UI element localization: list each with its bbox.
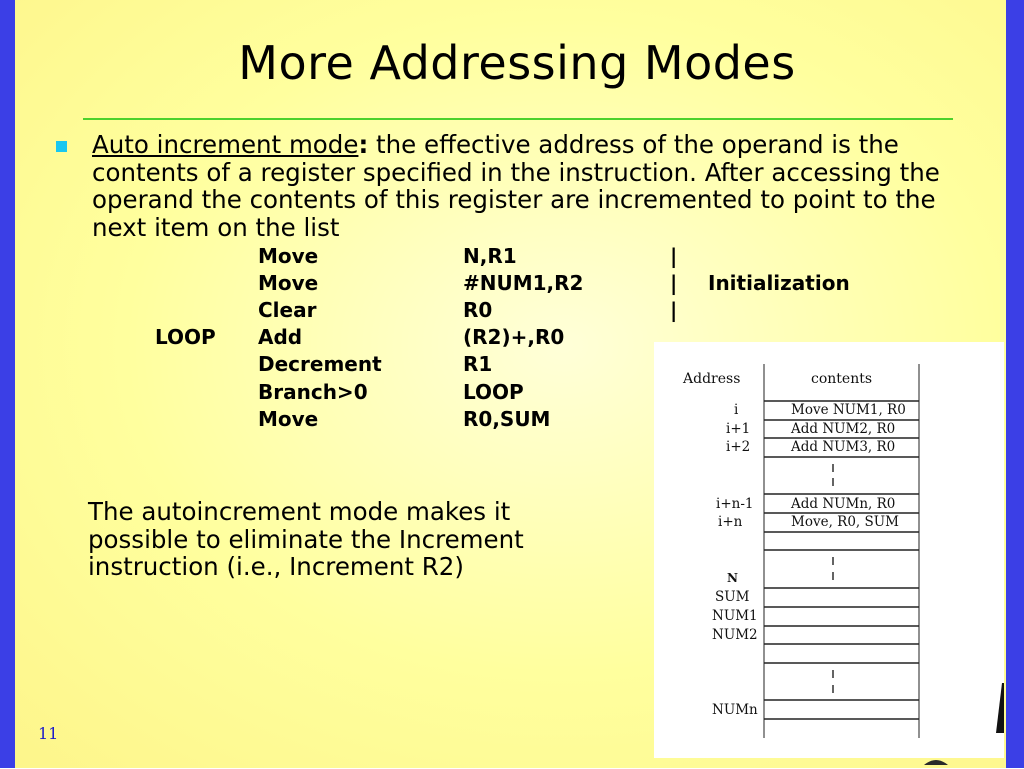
decorative-bottom-mark xyxy=(924,750,948,760)
memory-layout-figure xyxy=(654,342,1004,758)
code-arg: #NUM1,R2 xyxy=(463,271,584,295)
memory-address-label: i+1 xyxy=(726,421,751,437)
code-arg: R0,SUM xyxy=(463,407,551,431)
bullet-colon: : xyxy=(358,130,369,159)
right-accent-bar xyxy=(1006,0,1024,768)
square-bullet-icon xyxy=(56,141,67,152)
memory-address-label: i+2 xyxy=(726,439,751,455)
memory-address-label: i xyxy=(734,402,739,418)
memory-contents-cell: Move, R0, SUM xyxy=(791,514,899,530)
code-arg: (R2)+,R0 xyxy=(463,325,565,349)
code-op: Move xyxy=(258,407,319,431)
header-address: Address xyxy=(683,371,741,387)
memory-address-label: N xyxy=(727,571,738,585)
memory-address-label: SUM xyxy=(715,589,750,605)
memory-address-label: i+n-1 xyxy=(716,496,754,512)
bullet-term: Auto increment mode xyxy=(92,130,359,159)
slide-title: More Addressing Modes xyxy=(238,36,796,90)
autoincrement-note: The autoincrement mode makes it possible to eliminate the Increment instruction (i.e., Increment R2) xyxy=(88,497,524,581)
code-label: LOOP xyxy=(155,325,216,349)
memory-contents-cell: Move NUM1, R0 xyxy=(791,402,906,418)
code-op: Move xyxy=(258,271,319,295)
memory-address-label: NUM1 xyxy=(712,608,758,624)
bullet-paragraph xyxy=(92,131,964,241)
code-comment: Initialization xyxy=(708,271,850,295)
code-arg: R0 xyxy=(463,298,493,322)
code-bar: | xyxy=(670,244,678,268)
title-underline-rule xyxy=(83,118,953,120)
code-op: Clear xyxy=(258,298,317,322)
memory-address-label: NUMn xyxy=(712,702,758,718)
memory-contents-cell: Add NUM3, R0 xyxy=(791,439,896,455)
code-arg: N,R1 xyxy=(463,244,517,268)
code-arg: LOOP xyxy=(463,380,524,404)
memory-address-label: NUM2 xyxy=(712,627,758,643)
bullet-body: the effective address of the operand is the contents of a register specified in the instruction. After accessing the operand the contents of this register are incremented to point to the next item on the list xyxy=(92,130,940,242)
memory-contents-cell: Add NUMn, R0 xyxy=(791,496,896,512)
code-bar: | xyxy=(670,271,678,295)
code-op: Decrement xyxy=(258,352,382,376)
memory-address-label: i+n xyxy=(718,514,743,530)
code-op: Add xyxy=(258,325,303,349)
code-op: Branch>0 xyxy=(258,380,368,404)
left-accent-bar xyxy=(0,0,15,768)
memory-contents-cell: Add NUM2, R0 xyxy=(791,421,896,437)
code-arg: R1 xyxy=(463,352,493,376)
code-op: Move xyxy=(258,244,319,268)
header-contents: contents xyxy=(811,371,873,387)
decorative-corner-shape xyxy=(996,683,1004,733)
code-bar: | xyxy=(670,298,678,322)
page-number: 11 xyxy=(38,724,59,743)
